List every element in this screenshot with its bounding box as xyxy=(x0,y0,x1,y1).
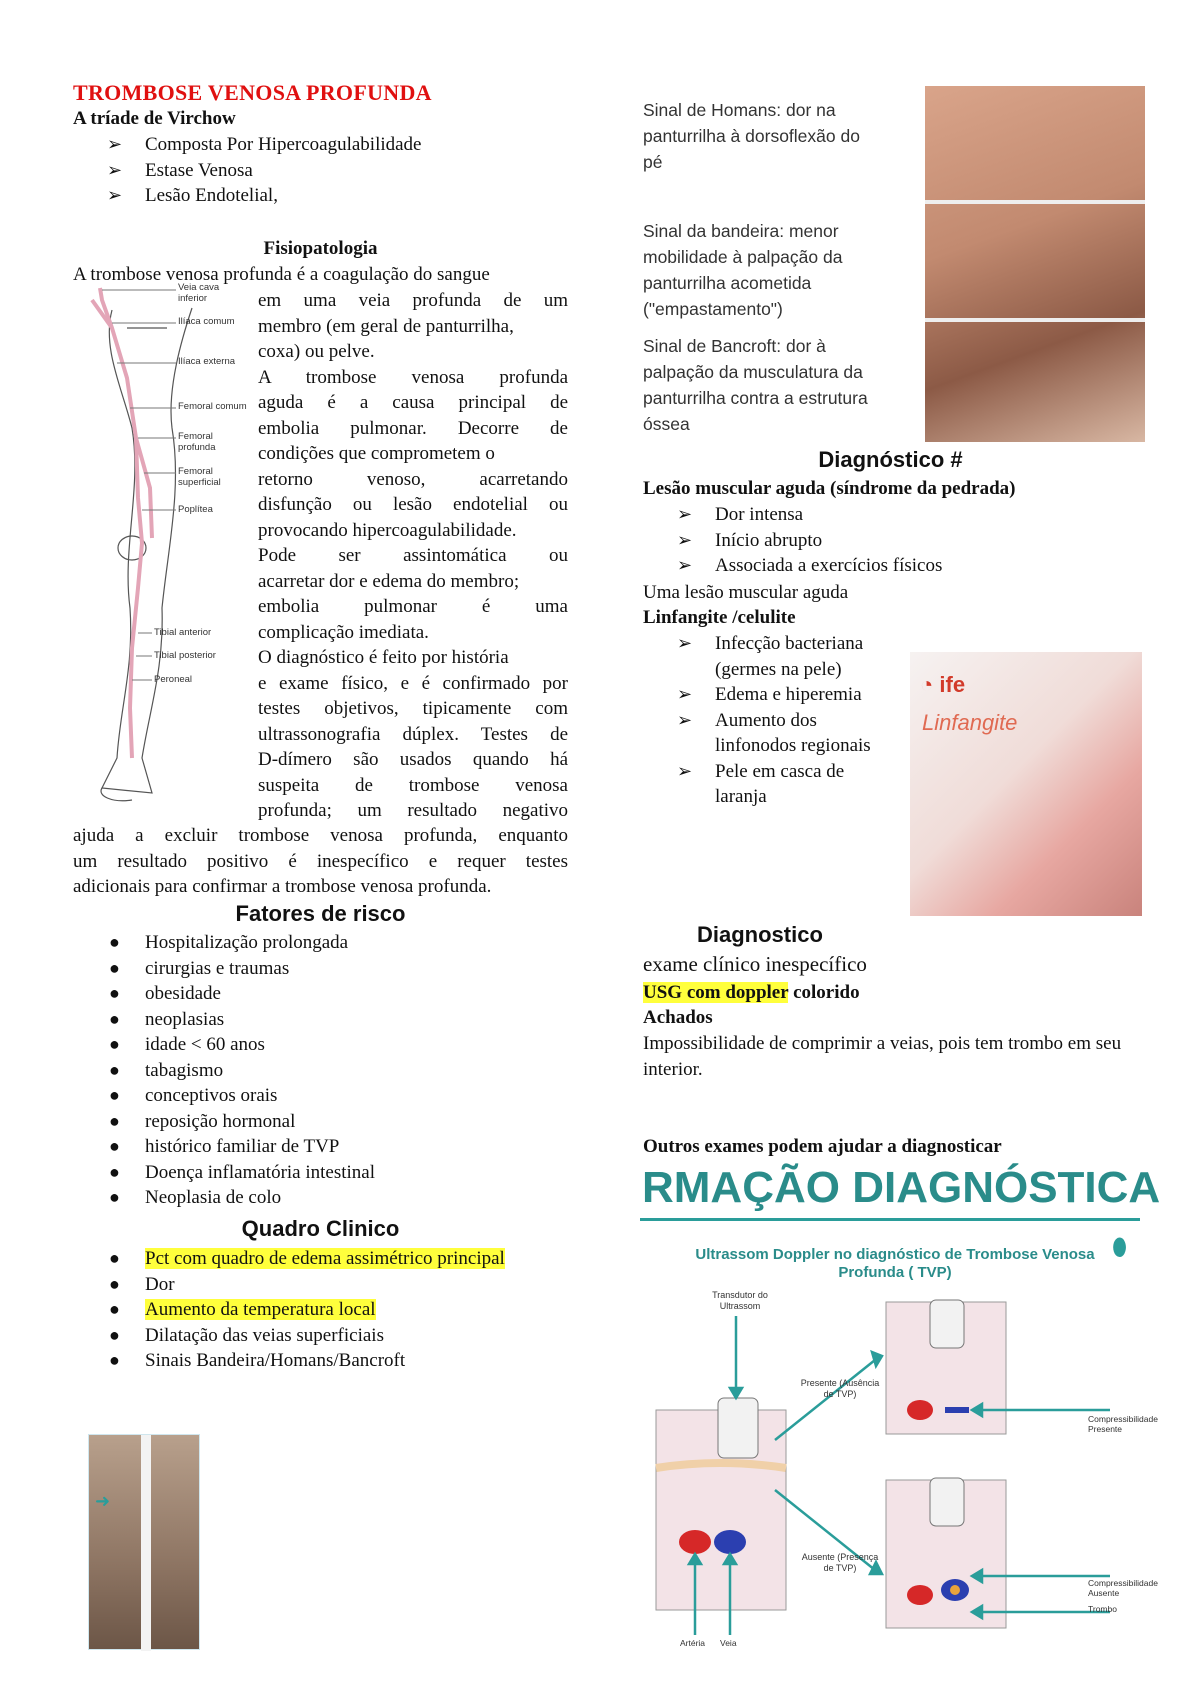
list-item: ➢ Associada a exercícios físicos xyxy=(643,553,1123,579)
label-comp-presente: Compressibilidade Presente xyxy=(1088,1414,1158,1434)
bullet-icon: ● xyxy=(109,1350,120,1370)
bullet-icon: ● xyxy=(109,1110,120,1131)
arrow-bullet-icon: ➢ xyxy=(677,529,693,550)
lesao-list xyxy=(643,502,1123,579)
label-transdutor: Transdutor do Ultrassom xyxy=(712,1290,768,1311)
label-peroneal: Peroneal xyxy=(154,674,193,685)
list-item: ➢ Aumento dos linfonodos regionais xyxy=(677,709,871,756)
achados-text: Impossibilidade de comprimir a veias, pois tem trombo em seu interior. xyxy=(643,1033,1122,1080)
text-line: coxa) ou pelve. xyxy=(258,341,375,362)
diagnostico-2-heading: Diagnostico xyxy=(697,922,823,947)
figure-title: Ultrassom Doppler no diagnóstico de Trombose Venosa Profunda ( TVP) xyxy=(695,1246,1095,1281)
brand-logo: ◔ ife xyxy=(920,672,966,697)
text-line: O diagnóstico é feito por história xyxy=(258,647,509,668)
risk-list xyxy=(73,930,568,1211)
edema-legs-photo xyxy=(88,1434,200,1650)
label-femoral-comum: Femoral comum xyxy=(178,401,247,412)
bullet-icon: ● xyxy=(109,1085,120,1105)
arrow-icon: ➜ xyxy=(95,1491,111,1511)
list-item: ➢ Dor intensa xyxy=(643,502,1123,528)
arrow-bullet-icon: ➢ xyxy=(107,185,123,205)
arrow-bullet-icon: ➢ xyxy=(677,555,693,575)
bullet-icon: ● xyxy=(109,1248,120,1268)
leg-veins-diagram xyxy=(72,282,247,808)
text-line: Pode ser assintomática ou xyxy=(258,545,568,566)
arrow-bullet-icon: ➢ xyxy=(677,504,693,524)
lesao-note: Uma lesão muscular aguda xyxy=(643,582,849,603)
list-item: ● Aumento da temperatura local xyxy=(73,1297,513,1323)
text-line: membro (em geral de panturrilha, xyxy=(258,315,514,337)
text-line: ultrassonografia dúplex. Testes de xyxy=(258,723,568,745)
list-item: ● reposição hormonal xyxy=(73,1109,568,1135)
doppler-figure xyxy=(640,1160,1161,1650)
arrow-bullet-icon: ➢ xyxy=(677,684,693,704)
arrow-bullet-icon: ➢ xyxy=(107,159,123,180)
achados-heading: Achados xyxy=(643,1007,713,1028)
fisio-line-1: A trombose venosa profunda é a coagulação do sangue xyxy=(73,264,490,285)
list-item: ➢ Lesão Endotelial, xyxy=(73,183,513,209)
bullet-icon: ● xyxy=(109,957,120,978)
photo-divider xyxy=(925,318,1145,322)
list-item: ● Pct com quadro de edema assimétrico principal xyxy=(73,1246,513,1272)
list-item: ● histórico familiar de TVP xyxy=(73,1134,568,1160)
risk-heading: Fatores de risco xyxy=(235,901,406,926)
text-line: e exame físico, e é confirmado por xyxy=(258,672,568,694)
label-arteria: Artéria xyxy=(680,1638,706,1648)
label-iliaca-comum: Ilíaca comum xyxy=(178,316,235,327)
bullet-icon: ● xyxy=(109,1136,120,1156)
list-item: ● Dor xyxy=(73,1272,513,1298)
bancroft-sign: Sinal de Bancroft: dor à palpação da musculatura da panturrilha contra a estrutura óssea xyxy=(643,336,868,434)
text-line: condições que comprometem o xyxy=(258,443,495,464)
arrow-bullet-icon: ➢ xyxy=(107,134,123,154)
label-tibial-anterior: Tibial anterior xyxy=(154,627,212,638)
linfangite-heading: Linfangite /celulite xyxy=(643,607,796,628)
page-title: TROMBOSE VENOSA PROFUNDA xyxy=(73,80,432,105)
bandeira-sign: Sinal da bandeira: menor mobilidade à palpação da panturrilha acometida ("empastamento") xyxy=(643,221,843,319)
label-femoral-profunda: Femoral profunda xyxy=(178,431,216,453)
doppler-diagram xyxy=(640,1290,1158,1650)
bullet-icon: ● xyxy=(109,1008,120,1029)
drop-icon: ⬮ xyxy=(1112,1235,1128,1261)
text-line: retorno venoso, acarretando xyxy=(258,468,568,490)
text-line: acarretar dor e edema do membro; xyxy=(258,570,520,592)
list-item: ● neoplasias xyxy=(73,1007,568,1033)
label-femoral-superficial: Femoral superficial xyxy=(178,466,221,488)
quadro-heading: Quadro Clinico xyxy=(241,1216,400,1241)
text-line: um resultado positivo é inespecífico e requer testes xyxy=(73,850,568,872)
list-item: ● tabagismo xyxy=(73,1058,568,1084)
leg-gap xyxy=(141,1435,151,1651)
photo-caption: Linfangite xyxy=(922,710,1018,735)
text-line: embolia pulmonar. Decorre de xyxy=(258,417,568,439)
text-line: suspeita de trombose venosa xyxy=(258,774,568,796)
bullet-icon: ● xyxy=(109,1187,120,1207)
label-ausente: Ausente (Presença de TVP) xyxy=(801,1552,879,1573)
label-trombo: Trombo xyxy=(1088,1604,1117,1614)
fisio-tail xyxy=(73,823,568,900)
label-veia: Veia xyxy=(720,1638,737,1648)
text-line: provocando hipercoagulabilidade. xyxy=(258,519,517,541)
bullet-icon: ● xyxy=(109,1324,120,1345)
arrow-bullet-icon: ➢ xyxy=(677,633,693,653)
lesao-heading: Lesão muscular aguda (síndrome da pedrada) xyxy=(643,478,1016,499)
text-line: em uma veia profunda de um xyxy=(258,290,568,311)
diagnostico-heading: Diagnóstico # xyxy=(818,447,963,472)
list-item: ● Neoplasia de colo xyxy=(73,1185,568,1211)
triad-list xyxy=(73,132,513,209)
list-item: ● Hospitalização prolongada xyxy=(73,930,568,956)
usg-line: USG com doppler colorido xyxy=(643,982,860,1003)
list-item: ➢ Início abrupto xyxy=(643,528,1123,554)
label-presente: Presente (Ausência de TVP) xyxy=(800,1378,880,1399)
fisio-heading: Fisiopatologia xyxy=(263,238,378,259)
text-line: complicação imediata. xyxy=(258,621,429,643)
bullet-icon: ● xyxy=(109,1299,120,1319)
list-item: ➢ Estase Venosa xyxy=(73,158,513,184)
text-line: testes objetivos, tipicamente com xyxy=(258,698,568,719)
label-cava: Veia cava inferior xyxy=(178,282,220,304)
list-item: ➢ Infecção bacteriana (germes na pele) xyxy=(677,633,864,680)
linfangite-list xyxy=(643,631,893,810)
text-line: D-dímero são usados quando há xyxy=(258,749,568,770)
outros-exames: Outros exames podem ajudar a diagnosticar xyxy=(643,1136,1002,1157)
label-poplitea: Poplítea xyxy=(178,504,213,515)
list-item: ● Sinais Bandeira/Homans/Bancroft xyxy=(73,1348,513,1374)
list-item: ➢ Pele em casca de laranja xyxy=(677,760,845,807)
exame-clinico: exame clínico inespecífico xyxy=(643,952,867,976)
text-line: ajuda a excluir trombose venosa profunda, enquanto xyxy=(73,825,568,846)
list-item: ➢ Composta Por Hipercoagulabilidade xyxy=(73,132,513,158)
text-line: adicionais para confirmar a trombose venosa profunda. xyxy=(73,876,492,897)
banner-underline xyxy=(640,1218,1140,1221)
bullet-icon: ● xyxy=(109,932,120,952)
bullet-icon: ● xyxy=(109,1161,120,1182)
banner-title: RMAÇÃO DIAGNÓSTICA xyxy=(642,1163,1161,1212)
list-item: ● conceptivos orais xyxy=(73,1083,568,1109)
list-item: ● cirurgias e traumas xyxy=(73,956,568,982)
photo-divider xyxy=(925,200,1145,204)
clinical-signs-photos xyxy=(925,86,1145,442)
bullet-icon: ● xyxy=(109,983,120,1003)
quadro-list xyxy=(73,1246,513,1374)
text-line: aguda é a causa principal de xyxy=(258,392,568,413)
fisio-wrapped-text xyxy=(258,288,568,824)
label-comp-ausente: Compressibilidade Ausente xyxy=(1088,1578,1158,1598)
list-item: ● Doença inflamatória intestinal xyxy=(73,1160,568,1186)
bullet-icon: ● xyxy=(109,1273,120,1294)
label-tibial-posterior: Tibial posterior xyxy=(154,650,216,661)
arrow-bullet-icon: ➢ xyxy=(677,709,693,730)
text-line: disfunção ou lesão endotelial ou xyxy=(258,494,568,515)
linfangite-photo xyxy=(910,652,1142,916)
bullet-icon: ● xyxy=(109,1059,120,1080)
list-item: ➢ Edema e hiperemia xyxy=(643,682,893,708)
list-item: ● idade < 60 anos xyxy=(73,1032,568,1058)
arrow-bullet-icon: ➢ xyxy=(677,760,693,781)
list-item: ● obesidade xyxy=(73,981,568,1007)
text-line: profunda; um resultado negativo xyxy=(258,800,568,821)
triad-heading: A tríade de Virchow xyxy=(73,108,236,129)
list-item: ● Dilatação das veias superficiais xyxy=(73,1323,513,1349)
text-line: embolia pulmonar é uma xyxy=(258,596,568,617)
bullet-icon: ● xyxy=(109,1034,120,1054)
homans-sign: Sinal de Homans: dor na panturrilha à dorsoflexão do pé xyxy=(643,100,860,172)
text-line: A trombose venosa profunda xyxy=(258,366,568,388)
label-iliaca-externa: Ilíaca externa xyxy=(178,356,236,367)
